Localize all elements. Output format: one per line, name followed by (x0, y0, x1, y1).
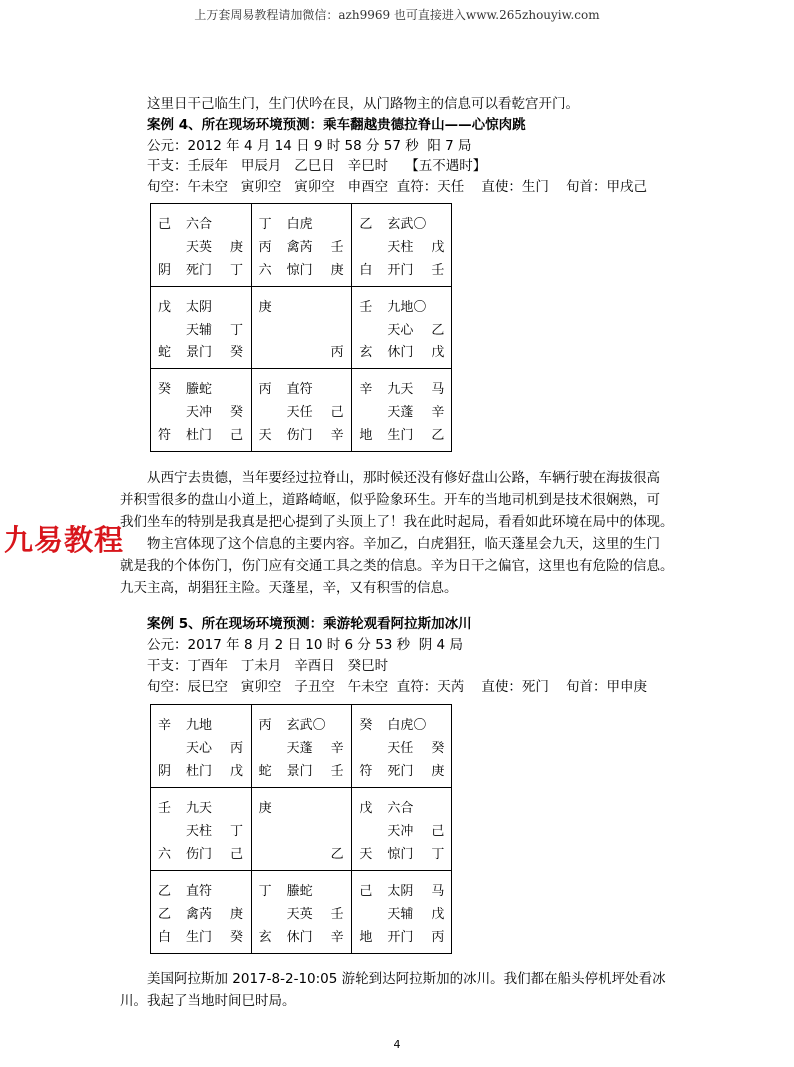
palace-text: 惊门 (286, 262, 313, 278)
palace-row (150, 259, 246, 279)
palace-text: 杜门 (186, 428, 213, 444)
case5-qimen-chart (150, 704, 452, 953)
palace-row (251, 843, 347, 863)
palace-text: 六合 (186, 217, 213, 232)
palace-text: 天心 (186, 741, 213, 756)
palace-text: 玄武〇 (286, 718, 326, 733)
palace-text: 天英 (286, 907, 313, 922)
case5-xunkong: 旬空：辰巳空 寅卯空 子丑空 午未空 直符：天芮 直使：死门 旬首：甲申庚 (147, 679, 648, 695)
palace-text: 庚 (330, 262, 344, 278)
palace-text: 己 (359, 884, 373, 899)
palace-row (351, 213, 447, 233)
palace-text: 丁 (230, 262, 244, 278)
palace-row (351, 843, 447, 863)
chart-grid-line (451, 704, 452, 953)
palace-row (150, 424, 246, 444)
palace-text: 天蓬 (286, 741, 313, 756)
palace-text: 直符 (286, 382, 313, 398)
palace-text: 六 (158, 847, 172, 862)
palace-text: 壬 (330, 764, 344, 779)
palace-text: 己 (431, 824, 445, 839)
palace-text: 己 (230, 428, 244, 444)
case5-gongli: 公元：2017 年 8 月 2 日 10 时 6 分 53 秒 阴 4 局 (147, 637, 463, 653)
palace-text: 丁 (230, 322, 244, 338)
palace-text: 休门 (286, 930, 313, 945)
chart-grid-line (150, 451, 452, 452)
palace-cell (351, 704, 449, 787)
palace-text: 庚 (230, 239, 244, 255)
palace-row (251, 714, 347, 734)
palace-row (150, 797, 246, 817)
palace-text: 丁 (258, 884, 272, 899)
watermark-logo: 九易教程 (4, 523, 125, 557)
palace-text: 天柱 (186, 824, 213, 839)
palace-text: 九天 (387, 382, 414, 398)
chart-grid-line (451, 203, 452, 451)
palace-row (150, 401, 246, 421)
palace-row (351, 236, 447, 256)
palace-text: 阴 (158, 262, 172, 278)
palace-text: 癸 (431, 741, 445, 756)
palace-row (251, 401, 347, 421)
case5-title: 案例 5、所在现场环境预测：乘游轮观看阿拉斯加冰川 (147, 616, 472, 632)
palace-text: 癸 (230, 405, 244, 421)
palace-text: 戊 (359, 801, 373, 816)
palace-cell (150, 368, 248, 451)
palace-text: 辛 (431, 405, 445, 421)
palace-text: 九地 (186, 718, 213, 733)
palace-cell (351, 286, 449, 369)
palace-row (251, 737, 347, 757)
palace-row (351, 926, 447, 946)
palace-row (150, 341, 246, 361)
palace-text: 乙 (158, 884, 172, 899)
case4-para-line: 九天主高，胡猖狂主险。天蓬星，辛，又有积雪的信息。 (120, 580, 458, 596)
palace-text: 伤门 (286, 428, 313, 444)
palace-text: 戊 (158, 299, 172, 315)
palace-row (351, 424, 447, 444)
case5-para-line: 美国阿拉斯加 2017-8-2-10:05 游轮到达阿拉斯加的冰川。我们都在船头停机坪处看冰 (147, 971, 666, 987)
palace-text: 天辅 (387, 907, 414, 922)
palace-row (150, 880, 246, 900)
palace-text: 壬 (431, 262, 445, 278)
case4-para-line: 物主宫体现了这个信息的主要内容。辛加乙，白虎猖狂，临天蓬星会九天，这里的生门 (147, 536, 660, 552)
palace-row (351, 820, 447, 840)
palace-cell (150, 704, 248, 787)
palace-text: 白 (158, 930, 172, 945)
palace-text: 直符 (186, 884, 213, 899)
palace-row (251, 341, 347, 361)
palace-text: 癸 (359, 718, 373, 733)
palace-text: 天 (258, 428, 272, 444)
palace-text: 死门 (387, 764, 414, 779)
palace-cell (351, 870, 449, 953)
palace-text: 己 (158, 217, 172, 232)
palace-row (150, 319, 246, 339)
palace-row (150, 926, 246, 946)
palace-text: 丙 (230, 741, 244, 756)
palace-text: 生门 (186, 930, 213, 945)
palace-text: 戊 (431, 239, 445, 255)
palace-text: 庚 (230, 907, 244, 922)
case4-para-line: 就是我的个体伤门，伤门应有交通工具之类的信息。辛为日干之偏官，这里也有危险的信息。 (120, 558, 674, 574)
palace-text: 丙 (258, 718, 272, 733)
palace-text: 天柱 (387, 239, 414, 255)
case5-para-line: 川。我起了当地时间巳时局。 (120, 993, 296, 1009)
palace-text: 地 (359, 930, 373, 945)
palace-text: 玄武〇 (387, 217, 427, 232)
palace-text: 玄 (359, 345, 373, 361)
palace-text: 戊 (230, 764, 244, 779)
palace-text: 白 (359, 262, 373, 278)
palace-text: 辛 (158, 718, 172, 733)
palace-row (150, 903, 246, 923)
palace-row (150, 213, 246, 233)
palace-row (251, 903, 347, 923)
palace-row (351, 737, 447, 757)
palace-text: 戊 (431, 345, 445, 361)
palace-text: 景门 (286, 764, 313, 779)
case5-ganzhi: 干支：丁酉年 丁未月 辛酉日 癸巳时 (147, 658, 389, 674)
palace-text: 戊 (431, 907, 445, 922)
palace-row (351, 296, 447, 316)
palace-text: 己 (330, 405, 344, 421)
palace-text: 开门 (387, 262, 414, 278)
palace-text: 丙 (330, 345, 344, 361)
palace-text: 天心 (387, 322, 414, 338)
palace-text: 马 (431, 884, 445, 899)
palace-row (251, 319, 347, 339)
palace-text: 天蓬 (387, 405, 414, 421)
palace-text: 天辅 (186, 322, 213, 338)
palace-text: 丁 (230, 824, 244, 839)
palace-row (150, 843, 246, 863)
palace-text: 太阴 (387, 884, 414, 899)
palace-text: 辛 (359, 382, 373, 398)
palace-row (150, 236, 246, 256)
palace-text: 六 (258, 262, 272, 278)
palace-text: 丁 (431, 847, 445, 862)
palace-text: 壬 (330, 907, 344, 922)
case4-ganzhi: 干支：壬辰年 甲辰月 乙巳日 辛巳时 【五不遇时】 (147, 158, 487, 174)
palace-text: 丁 (258, 217, 272, 232)
palace-text: 杜门 (186, 764, 213, 779)
page-number: 4 (393, 1038, 401, 1051)
palace-row (351, 319, 447, 339)
palace-text: 天任 (387, 741, 414, 756)
palace-row (150, 760, 246, 780)
chart-grid-line (150, 953, 452, 954)
palace-text: 阴 (158, 764, 172, 779)
palace-cell (251, 870, 349, 953)
palace-text: 生门 (387, 428, 414, 444)
palace-text: 太阴 (186, 299, 213, 315)
palace-row (251, 296, 347, 316)
case4-xunkong: 旬空：午未空 寅卯空 寅卯空 申酉空 直符：天任 直使：生门 旬首：甲戌己 (147, 179, 648, 195)
palace-text: 白虎〇 (387, 718, 427, 733)
palace-text: 符 (359, 764, 373, 779)
palace-text: 壬 (359, 299, 373, 315)
palace-text: 乙 (431, 322, 445, 338)
palace-cell (351, 203, 449, 286)
palace-text: 螣蛇 (286, 884, 313, 899)
palace-text: 禽芮 (186, 907, 213, 922)
palace-text: 螣蛇 (186, 382, 213, 398)
palace-text: 丙 (258, 239, 272, 255)
palace-text: 开门 (387, 930, 414, 945)
palace-text: 六合 (387, 801, 414, 816)
palace-row (351, 401, 447, 421)
palace-row (150, 296, 246, 316)
page-header: 上万套周易教程请加微信：azh9969 也可直接进入www.265zhouyiw.com (194, 8, 600, 22)
palace-text: 癸 (230, 930, 244, 945)
palace-cell (351, 787, 449, 870)
palace-text: 符 (158, 428, 172, 444)
palace-row (150, 820, 246, 840)
palace-row (351, 903, 447, 923)
palace-row (351, 259, 447, 279)
palace-cell (251, 704, 349, 787)
palace-text: 辛 (330, 930, 344, 945)
palace-cell (251, 368, 349, 451)
palace-cell (351, 368, 449, 451)
palace-text: 天冲 (387, 824, 414, 839)
palace-text: 天 (359, 847, 373, 862)
palace-row (251, 259, 347, 279)
case4-gongli: 公元：2012 年 4 月 14 日 9 时 58 分 57 秒 阳 7 局 (147, 138, 472, 154)
palace-row (351, 880, 447, 900)
palace-cell (251, 203, 349, 286)
case4-para-line: 我们坐车的特别是我真是把心提到了头顶上了！我在此时起局，看看如此环境在局中的体现。 (120, 514, 674, 530)
palace-text: 辛 (330, 741, 344, 756)
palace-text: 禽芮 (286, 239, 313, 255)
palace-row (251, 926, 347, 946)
palace-row (150, 714, 246, 734)
palace-row (351, 714, 447, 734)
palace-cell (251, 286, 349, 369)
palace-text: 天英 (186, 239, 213, 255)
palace-cell (150, 286, 248, 369)
palace-cell (150, 203, 248, 286)
palace-row (351, 378, 447, 398)
palace-text: 天任 (286, 405, 313, 421)
case4-para-line: 从西宁去贵德，当年要经过拉脊山，那时候还没有修好盘山公路，车辆行驶在海拔很高 (147, 470, 660, 486)
palace-text: 壬 (158, 801, 172, 816)
palace-row (351, 797, 447, 817)
palace-text: 九地〇 (387, 299, 427, 315)
palace-text: 天冲 (186, 405, 213, 421)
palace-row (251, 880, 347, 900)
case4-para-line: 并积雪很多的盘山小道上，道路崎岖，似乎险象环生。开车的当地司机到是技术很娴熟，可 (120, 492, 660, 508)
palace-text: 丙 (431, 930, 445, 945)
palace-text: 辛 (330, 428, 344, 444)
palace-row (251, 797, 347, 817)
palace-text: 乙 (330, 847, 344, 862)
palace-row (251, 378, 347, 398)
palace-row (351, 341, 447, 361)
palace-text: 景门 (186, 345, 213, 361)
palace-text: 蛇 (158, 345, 172, 361)
palace-row (251, 760, 347, 780)
palace-row (251, 424, 347, 444)
palace-row (251, 236, 347, 256)
palace-cell (150, 787, 248, 870)
palace-text: 癸 (158, 382, 172, 398)
palace-text: 己 (230, 847, 244, 862)
palace-text: 死门 (186, 262, 213, 278)
palace-cell (251, 787, 349, 870)
palace-row (150, 737, 246, 757)
case4-title: 案例 4、所在现场环境预测：乘车翻越贵德拉脊山——心惊肉跳 (147, 117, 526, 133)
palace-cell (150, 870, 248, 953)
intro-line: 这里日干己临生门，生门伏吟在艮，从门路物主的信息可以看乾宫开门。 (147, 96, 579, 112)
palace-text: 庚 (258, 801, 272, 816)
palace-text: 玄 (258, 930, 272, 945)
palace-text: 马 (431, 382, 445, 398)
case4-qimen-chart (150, 203, 452, 451)
palace-row (251, 213, 347, 233)
palace-text: 壬 (330, 239, 344, 255)
palace-text: 九天 (186, 801, 213, 816)
palace-text: 丙 (258, 382, 272, 398)
palace-text: 惊门 (387, 847, 414, 862)
palace-row (251, 820, 347, 840)
palace-text: 伤门 (186, 847, 213, 862)
palace-row (351, 760, 447, 780)
palace-text: 庚 (258, 299, 272, 315)
palace-text: 庚 (431, 764, 445, 779)
palace-text: 乙 (359, 217, 373, 232)
palace-text: 乙 (431, 428, 445, 444)
palace-text: 地 (359, 428, 373, 444)
palace-text: 休门 (387, 345, 414, 361)
palace-text: 乙 (158, 907, 172, 922)
palace-text: 白虎 (286, 217, 313, 232)
palace-text: 蛇 (258, 764, 272, 779)
palace-row (150, 378, 246, 398)
palace-text: 癸 (230, 345, 244, 361)
